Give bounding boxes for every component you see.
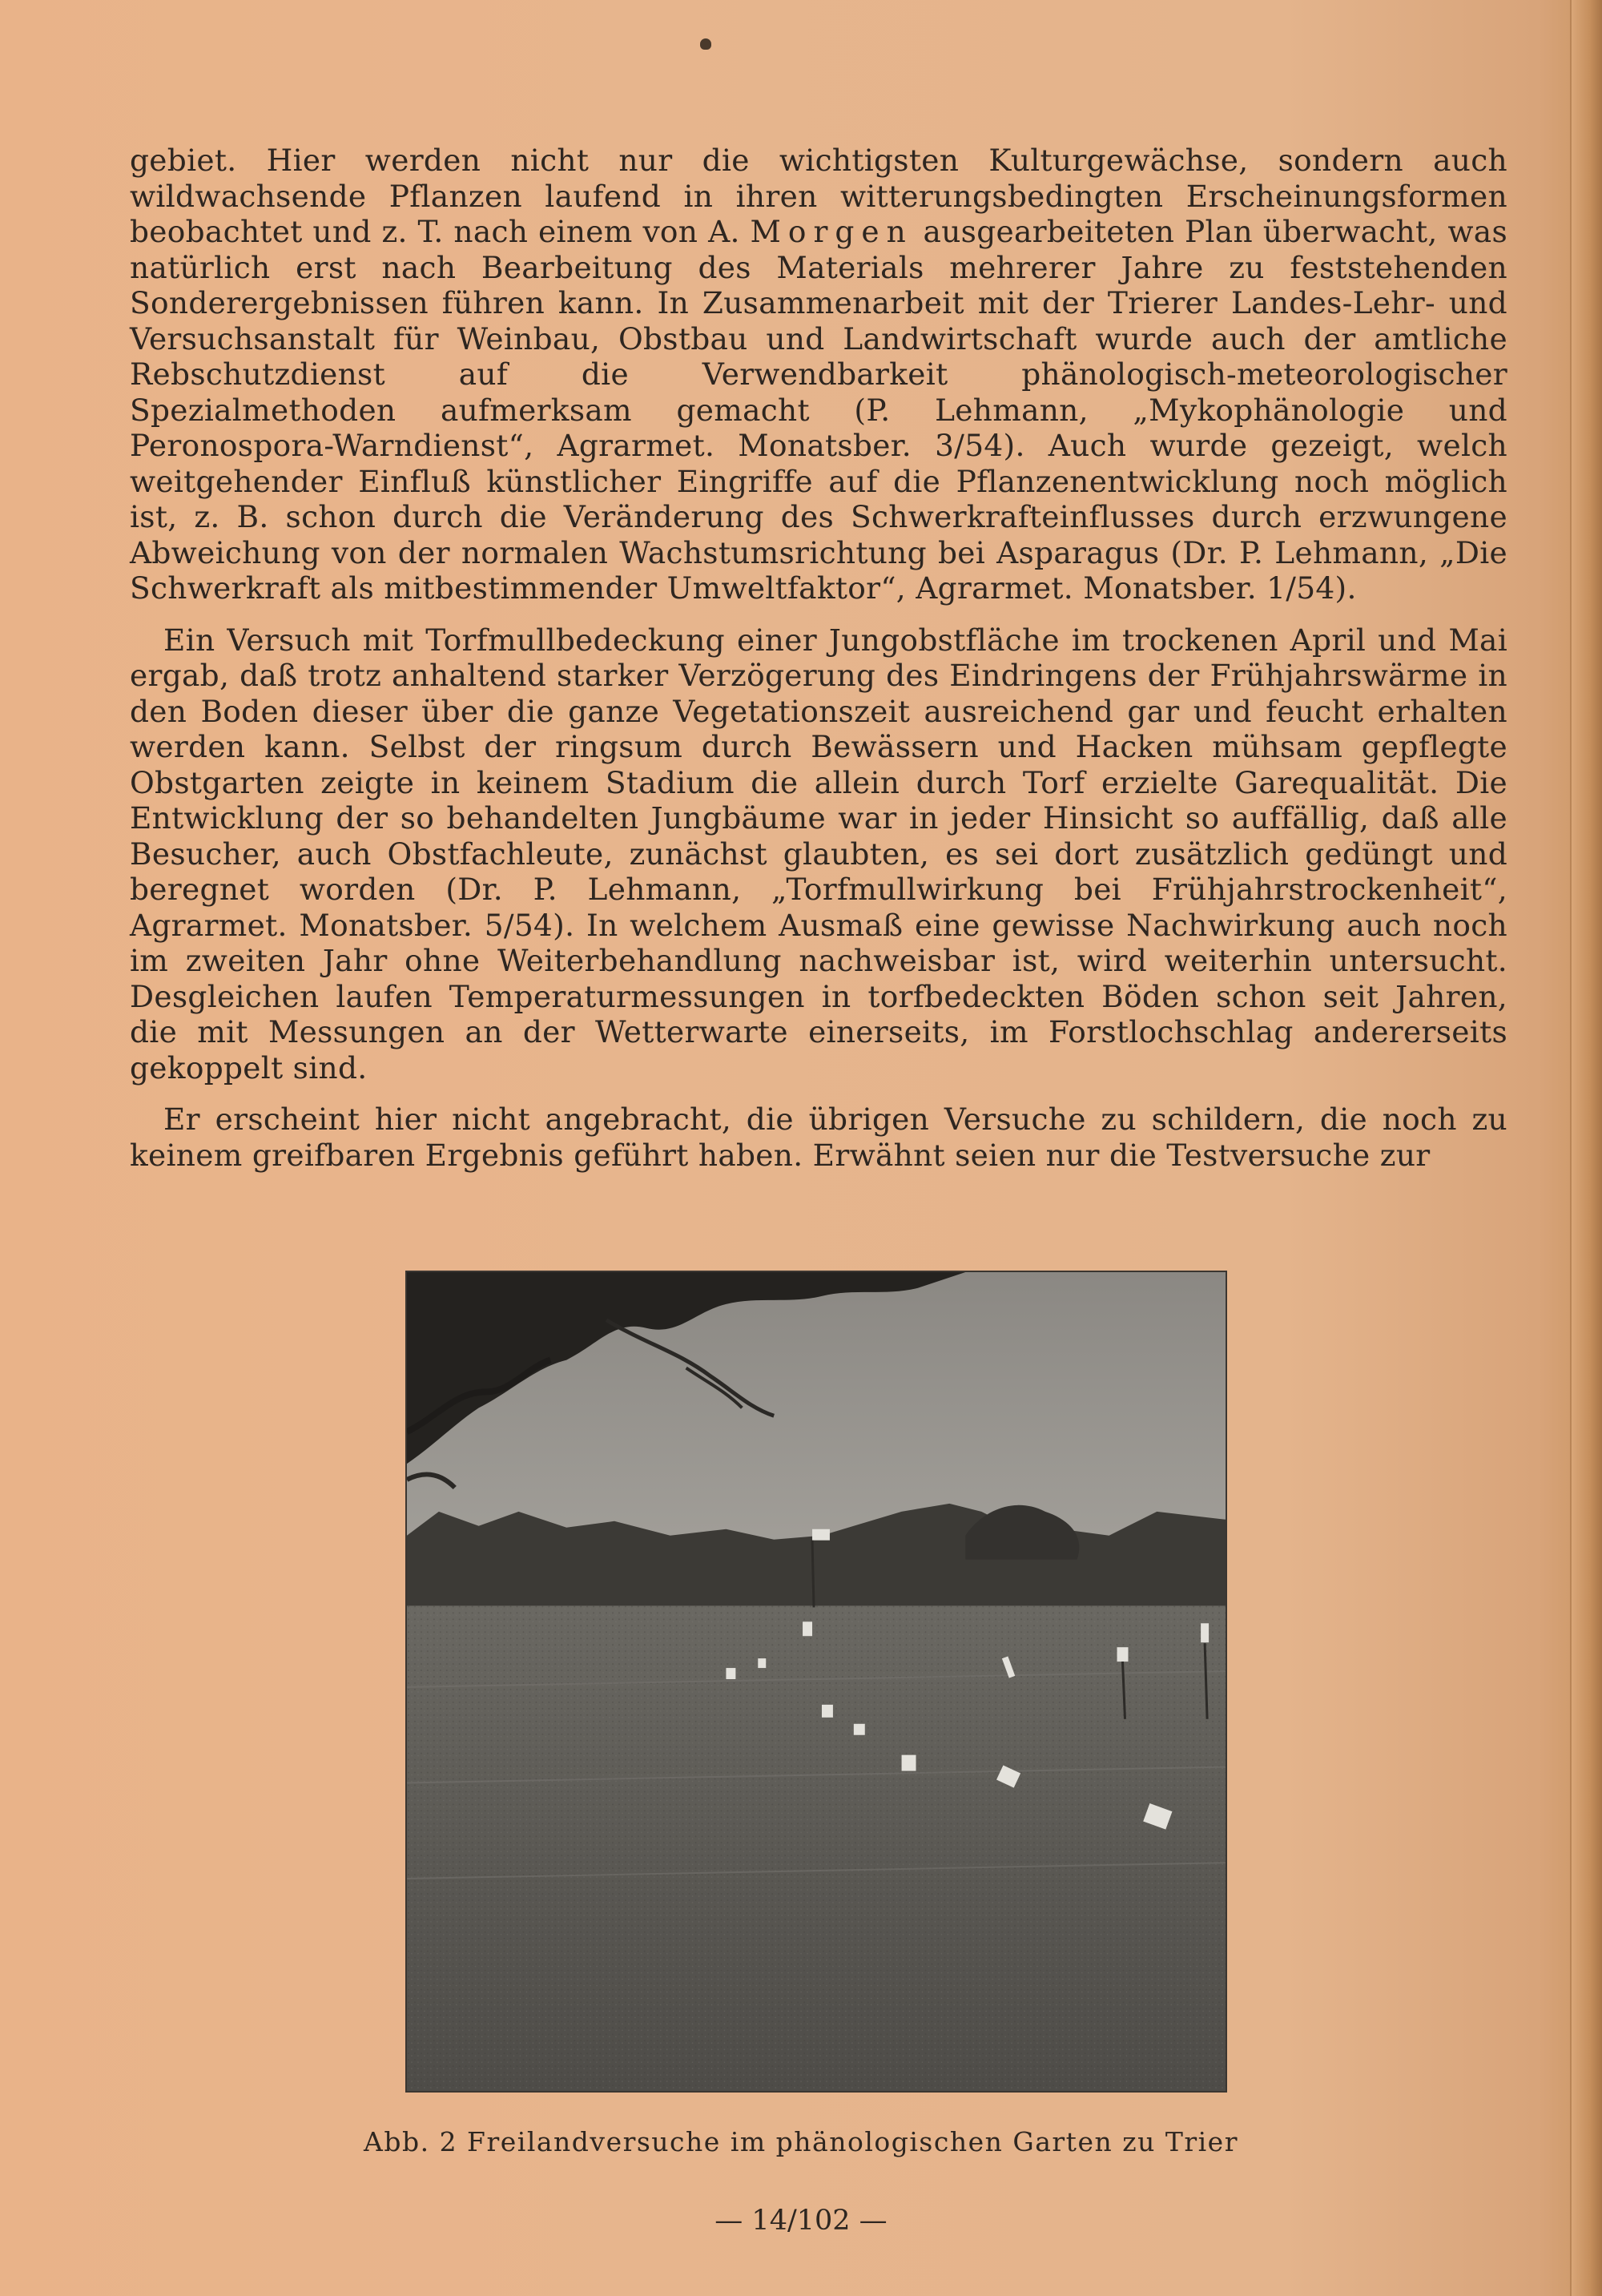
paragraph-1 — [130, 143, 1507, 606]
author-name-morgen: Morgen — [750, 214, 913, 249]
paragraph-1-start: gebiet. Hier werden nicht nur die wichtigsten Kulturgewächse, sondern auch wildwachsende Pflanzen laufend in ihren witterungsbedingten Erscheinungsformen beobachtet und z. T. nach einem von A. — [130, 143, 1507, 249]
paragraph-3: Er erscheint hier nicht angebracht, die übrigen Versuche zu schildern, die noch zu keinem greifbaren Ergebnis geführt haben. Erwähnt seien nur die Testversuche zur — [130, 1102, 1507, 1173]
page-number: — 14/102 — — [714, 2205, 888, 2237]
figure-caption: Abb. 2 Freilandversuche im phänologischen Garten zu Trier — [364, 2126, 1238, 2157]
paragraph-1-end: ausgearbeiteten Plan überwacht, was natürlich erst nach Bearbeitung des Materials mehrerer Jahre zu feststehenden Sonderergebnissen führen kann. In Zusammenarbeit mit der Trierer Landes-Lehr- und Versuchsanstalt für Weinbau, Obstbau und Landwirtschaft wurde auch der amtliche Rebschutzdienst auf die Verwendbarkeit phänologisch-meteorologischer Spezialmethoden aufmerksam gemacht (P. Lehmann, „Mykophänologie und Peronospora-Warndienst“, Agrarmet. Monatsber. 3/54). Auch wurde gezeigt, welch weitgehender Einfluß künstlicher Eingriffe auf die Pflanzenentwicklung noch möglich ist, z. B. schon durch die Veränderung des Schwerkrafteinflusses durch erzwungene Abweichung von der normalen Wachstumsrichtung bei Asparagus (Dr. P. Lehmann, „Die Schwerkraft als mitbestimmender Umweltfaktor“, Agrarmet. Monatsber. 1/54). — [130, 214, 1508, 606]
paragraph-2: Ein Versuch mit Torfmullbedeckung einer Jungobstfläche im trockenen April und Mai ergab, daß trotz anhaltend starker Verzögerung des Eindringens der Frühjahrswärme in den Boden dieser über die ganze Vegetationszeit ausreichend gar und feucht erhalten werden kann. Selbst der ringsum durch Bewässern und Hacken mühsam gepflegte Obstgarten zeigte in keinem Stadium die allein durch Torf erzielte Garequalität. Die Entwicklung der so behandelten Jungbäume war in jeder Hinsicht so auffällig, daß alle Besucher, auch Obstfachleute, zunächst glaubten, es sei dort zusätzlich gedüngt und beregnet worden (Dr. P. Lehmann, „Torfmullwirkung bei Frühjahrstrockenheit“, Agrarmet. Monatsber. 5/54). In welchem Ausmaß eine gewisse Nachwirkung auch noch im zweiten Jahr ohne Weiterbehandlung nachweisbar ist, wird weiterhin untersucht. Desgleichen laufen Temperaturmessungen in torfbedeckten Böden schon seit Jahren, die mit Messungen an der Wetterwarte einerseits, im Forstlochschlag andererseits gekoppelt sind. — [130, 622, 1507, 1086]
page-edge — [1570, 0, 1602, 2296]
ink-mark — [700, 38, 711, 50]
body-text — [130, 143, 1507, 1173]
garden-photo — [405, 1271, 1227, 2093]
